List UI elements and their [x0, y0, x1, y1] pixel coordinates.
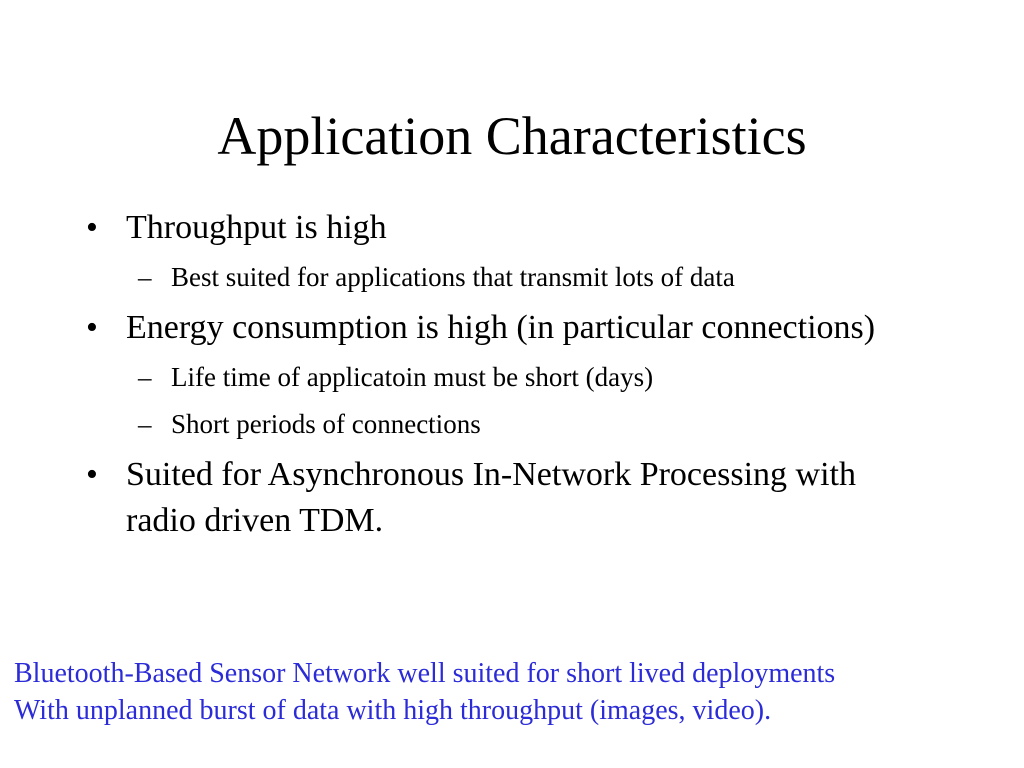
sub-bullet-item: [86, 257, 926, 297]
sub-bullet-item: [86, 404, 926, 444]
bullet-marker: •: [86, 456, 98, 493]
bullet-item: [86, 452, 926, 544]
bullet-item: [86, 205, 926, 251]
sub-bullet-text: Best suited for applications that transmit lots of data: [171, 262, 735, 292]
bullet-text: Throughput is high: [126, 209, 387, 246]
footnote: [14, 655, 1020, 729]
slide-title: Application Characteristics: [217, 106, 807, 166]
sub-bullet-item: [86, 357, 926, 397]
sub-bullet-text: Life time of applicatoin must be short (days): [171, 362, 654, 392]
sub-bullet-marker: –: [138, 409, 152, 439]
sub-bullet-marker: –: [138, 262, 152, 292]
sub-bullet-list: [86, 257, 926, 297]
bullet-marker: •: [86, 309, 98, 346]
bullet-text: Suited for Asynchronous In-Network Processing with radio driven TDM.: [126, 456, 856, 539]
slide-body: [86, 205, 926, 548]
footnote-line: With unplanned burst of data with high throughput (images, video).: [14, 695, 772, 726]
sub-bullet-text: Short periods of connections: [171, 409, 481, 439]
bullet-item: [86, 305, 926, 351]
sub-bullet-list: [86, 357, 926, 444]
bullet-marker: •: [86, 209, 98, 246]
sub-bullet-marker: –: [138, 362, 152, 392]
bullet-text: Energy consumption is high (in particular connections): [126, 309, 876, 346]
footnote-line: Bluetooth-Based Sensor Network well suited for short lived deployments: [14, 658, 836, 689]
